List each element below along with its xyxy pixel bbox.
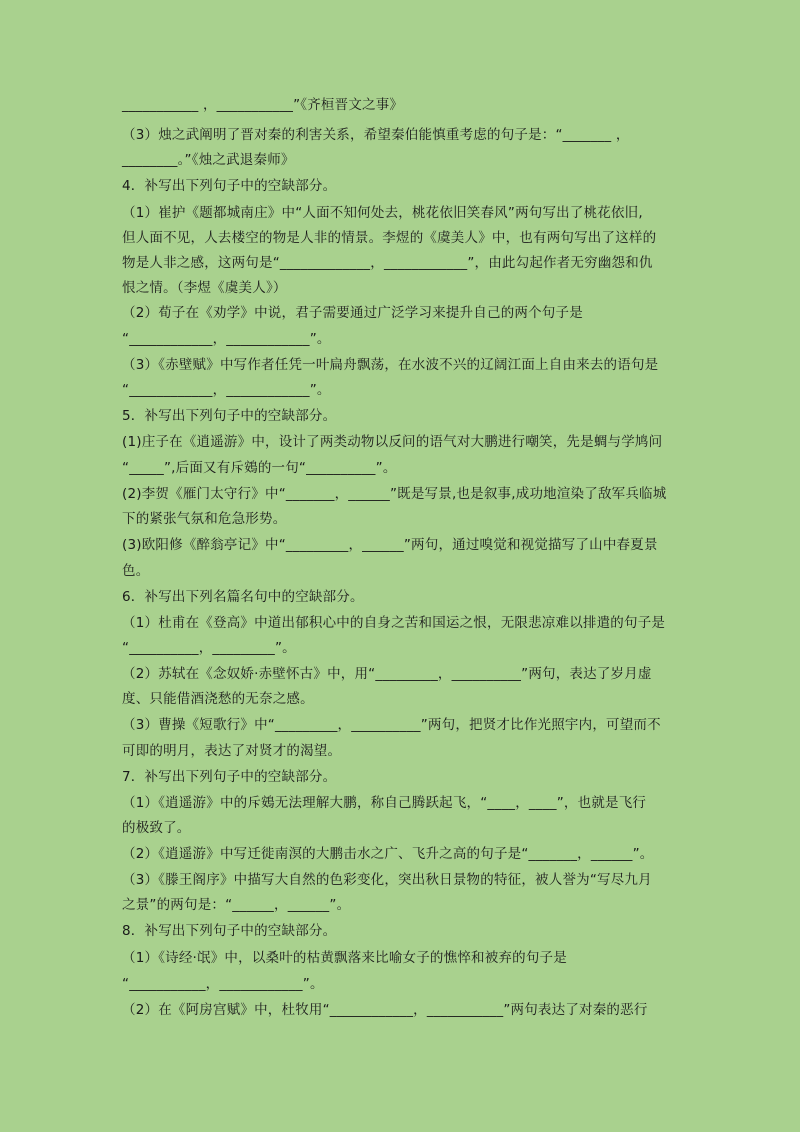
text-line: 度、只能借酒浇愁的无奈之感。 (122, 691, 314, 707)
text-line: （2）在《阿房宫赋》中，杜牧用“____________，___________”两句表达了对秦的恶行 (122, 1002, 648, 1018)
text-line: （3）烛之武阐明了晋对秦的利害关系，希望秦伯能慎重考虑的句子是：“_______ ， (122, 127, 630, 143)
text-line: （3）《赤壁赋》中写作者任凭一叶扁舟飘荡，在水波不兴的辽阔江面上自由来去的语句是 (122, 357, 659, 373)
text-line: （1）杜甫在《登高》中道出郁积心中的自身之苦和国运之恨，无限悲凉难以排遣的句子是 (122, 615, 666, 631)
text-line: “_____”,后面又有斥鴳的一句“__________”。 (122, 460, 397, 476)
text-line: （3）《滕王阁序》中描写大自然的色彩变化，突出秋日景物的特征，被人誉为“写尽九月 (122, 872, 652, 888)
text-line: （1）《诗经·氓》中，以桑叶的枯黄飘落来比喻女子的憔悴和被弃的句子是 (122, 950, 567, 966)
section-heading-8: 8．补写出下列句子中的空缺部分。 (122, 923, 337, 939)
text-line: 色。 (122, 563, 150, 579)
section-heading-7: 7．补写出下列句子中的空缺部分。 (122, 769, 337, 785)
section-heading-5: 5．补写出下列句子中的空缺部分。 (122, 408, 337, 424)
text-line: （3）曹操《短歌行》中“_________，__________”两句，把贤才比作光照宇内，可望而不 (122, 717, 661, 733)
text-line: 但人面不见，人去楼空的物是人非的情景。李煜的《虞美人》中，也有两句写出了这样的 (122, 230, 657, 246)
section-heading-6: 6．补写出下列名篇名句中的空缺部分。 (122, 589, 364, 605)
text-line: “___________，____________”。 (122, 976, 324, 992)
section-heading-4: 4．补写出下列句子中的空缺部分。 (122, 178, 337, 194)
text-line: 下的紧张气氛和危急形势。 (122, 511, 287, 527)
text-line: (2)李贺《雁门太守行》中“_______，______”既是写景,也是叙事,成功地渲染了敌军兵临城 (122, 486, 667, 502)
text-line: ___________ ，___________”《齐桓晋文之事》 (122, 97, 404, 113)
text-line: 的极致了。 (122, 820, 191, 836)
text-line: (3)欧阳修《醉翁亭记》中“_________，______”两句，通过嗅觉和视觉描写了山中春夏景 (122, 537, 658, 553)
text-line: 之景”的两句是：“______，______”。 (122, 897, 351, 913)
text-line: 恨之情。（李煜《虞美人》） (122, 280, 287, 296)
text-line: ________。”《烛之武退秦师》 (122, 152, 295, 168)
text-line: (1)庄子在《逍遥游》中，设计了两类动物以反问的语气对大鹏进行嘲笑，先是蜩与学鸠问 (122, 434, 663, 450)
text-line: （1）崔护《题都城南庄》中“人面不知何处去，桃花依旧笑春风”两句写出了桃花依旧, (122, 205, 643, 221)
text-line: 可即的明月，表达了对贤才的渴望。 (122, 743, 342, 759)
text-line: “____________，____________”。 (122, 382, 331, 398)
text-line: 物是人非之感，这两句是“_____________，____________”，由此勾起作者无穷幽怨和仇 (122, 255, 653, 271)
text-line: （1）《逍遥游》中的斥鴳无法理解大鹏，称自己腾跃起飞，“____，____”，也就是飞行 (122, 795, 647, 811)
text-line: （2）荀子在《劝学》中说，君子需要通过广泛学习来提升自己的两个句子是 (122, 305, 583, 321)
text-line: （2）苏轼在《念奴娇·赤壁怀古》中，用“_________，__________”两句，表达了岁月虚 (122, 666, 652, 682)
text-line: （2）《逍遥游》中写迁徙南溟的大鹏击水之广、飞升之高的句子是“_______，______”。 (122, 846, 654, 862)
text-line: “__________，_________”。 (122, 640, 296, 656)
text-line: “____________，____________”。 (122, 331, 331, 347)
